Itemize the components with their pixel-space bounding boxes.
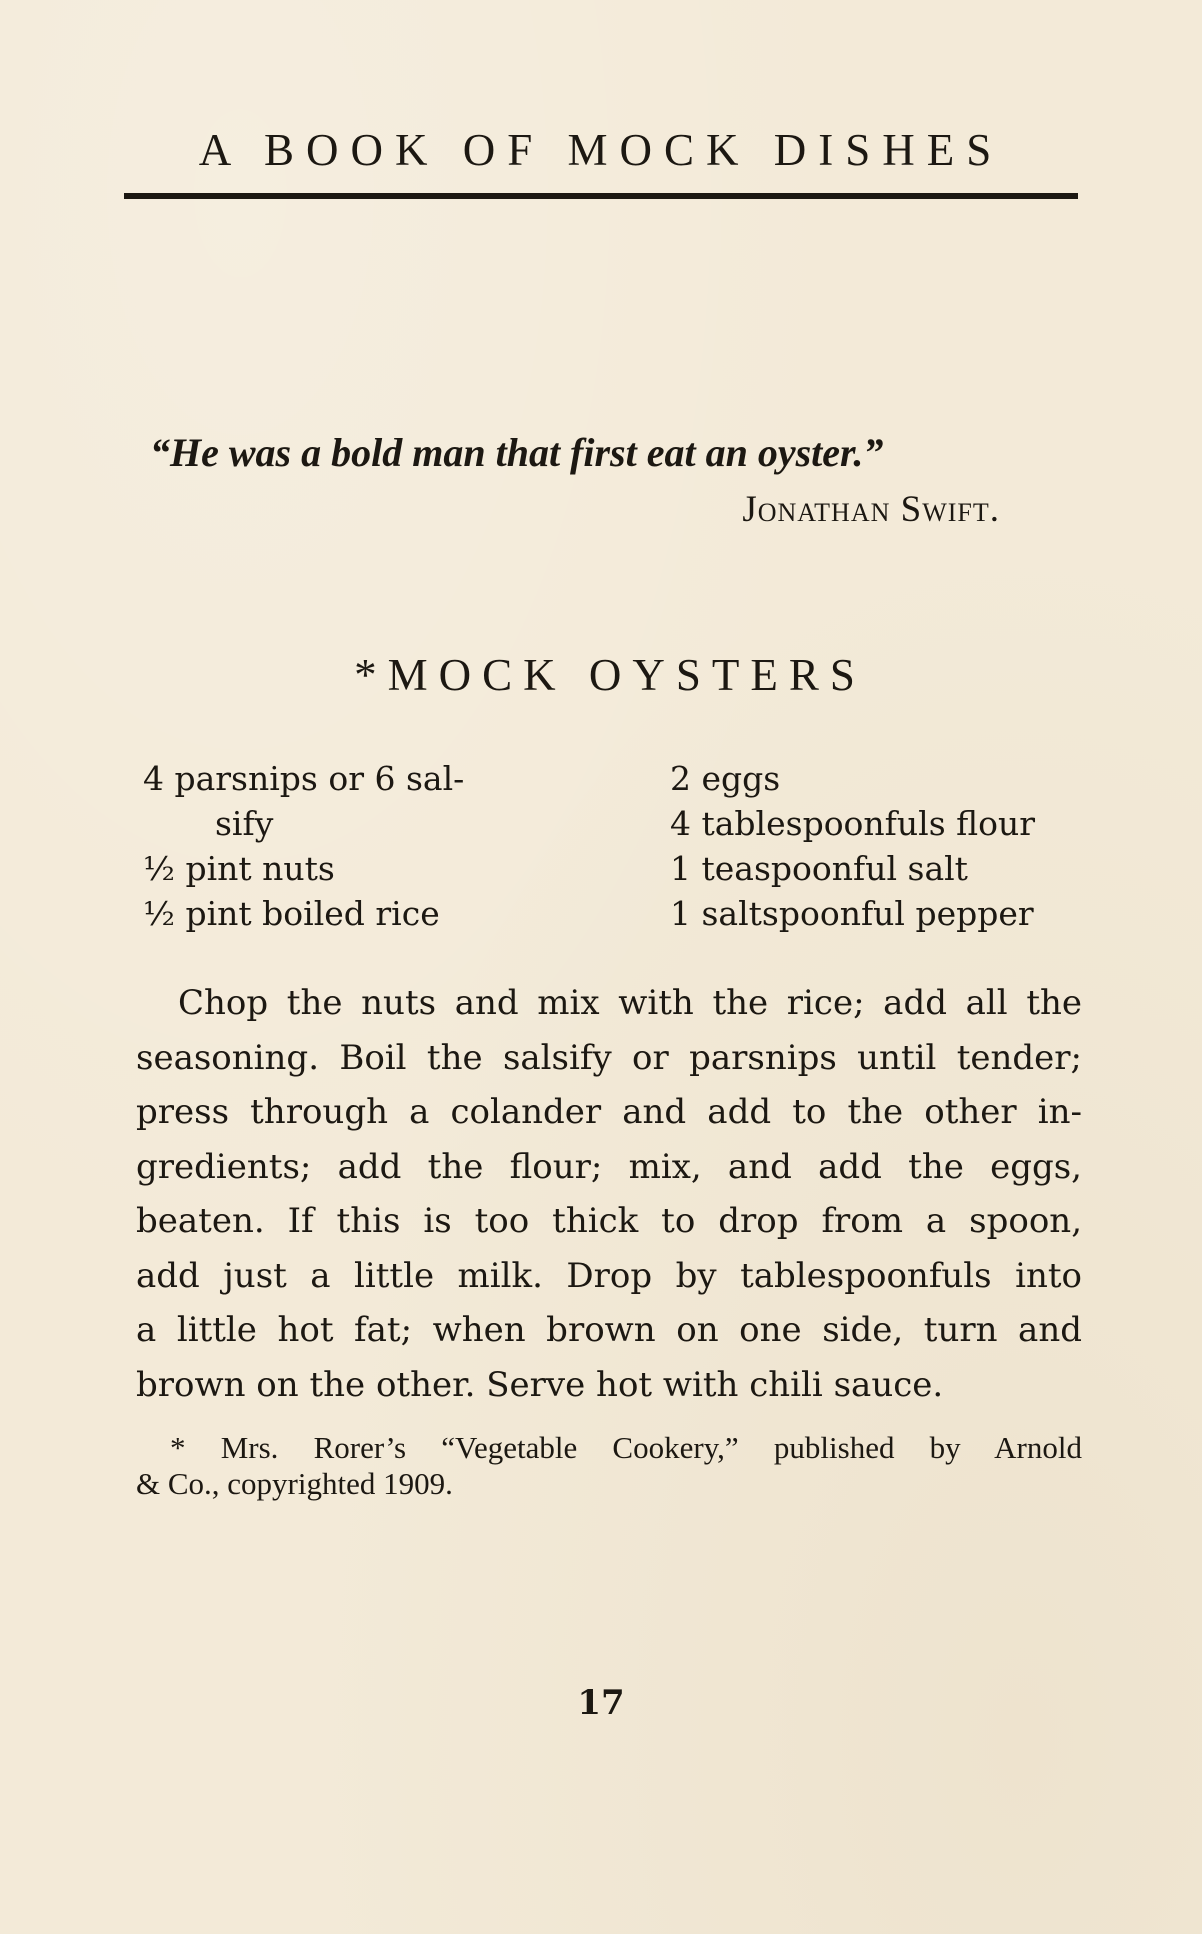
- ingredient-line: 4 tablespoonfuls flour: [670, 804, 1036, 843]
- method-line: a little hot fat; when brown on one side, turn and: [136, 1310, 1082, 1350]
- ingredient-line: ½ pint boiled rice: [143, 894, 440, 933]
- ingredient-line: 1 teaspoonful salt: [670, 849, 968, 888]
- ingredient-line-continuation: sify: [215, 804, 274, 843]
- ingredients-left-column: [143, 756, 543, 936]
- footnote-line: & Co., copyrighted 1909.: [136, 1466, 453, 1501]
- recipe-method: [136, 976, 1082, 1412]
- running-head: A BOOK OF MOCK DISHES: [198, 125, 1004, 175]
- epigraph-quote: “He was a bold man that first eat an oyster.”: [150, 430, 884, 475]
- page-number: 17: [577, 1683, 625, 1723]
- recipe-title: *MOCK OYSTERS: [354, 650, 866, 700]
- footnote-line: * Mrs. Rorer’s “Vegetable Cookery,” published by Arnold: [170, 1430, 1082, 1465]
- method-line: gredients; add the flour; mix, and add the eggs,: [136, 1146, 1082, 1187]
- method-line: brown on the other. Serve hot with chili sauce.: [136, 1364, 944, 1405]
- method-line: press through a colander and add to the other in-: [136, 1092, 1082, 1132]
- header-rule: [124, 193, 1078, 199]
- ingredient-line: 4 parsnips or 6 sal-: [143, 759, 465, 798]
- ingredients-right-column: [670, 756, 1090, 936]
- ingredient-line: 1 saltspoonful pepper: [670, 894, 1034, 933]
- epigraph-attribution: Jonathan Swift.: [742, 489, 1000, 530]
- ingredient-line: 2 eggs: [670, 759, 781, 798]
- method-line: seasoning. Boil the salsify or parsnips until tender;: [136, 1037, 1082, 1078]
- method-line: add just a little milk. Drop by tablespoonfuls into: [136, 1255, 1082, 1296]
- ingredient-line: ½ pint nuts: [143, 849, 335, 888]
- method-line: beaten. If this is too thick to drop from a spoon,: [136, 1201, 1082, 1241]
- footnote: [136, 1430, 1082, 1502]
- method-line: Chop the nuts and mix with the rice; add all the: [178, 983, 1082, 1023]
